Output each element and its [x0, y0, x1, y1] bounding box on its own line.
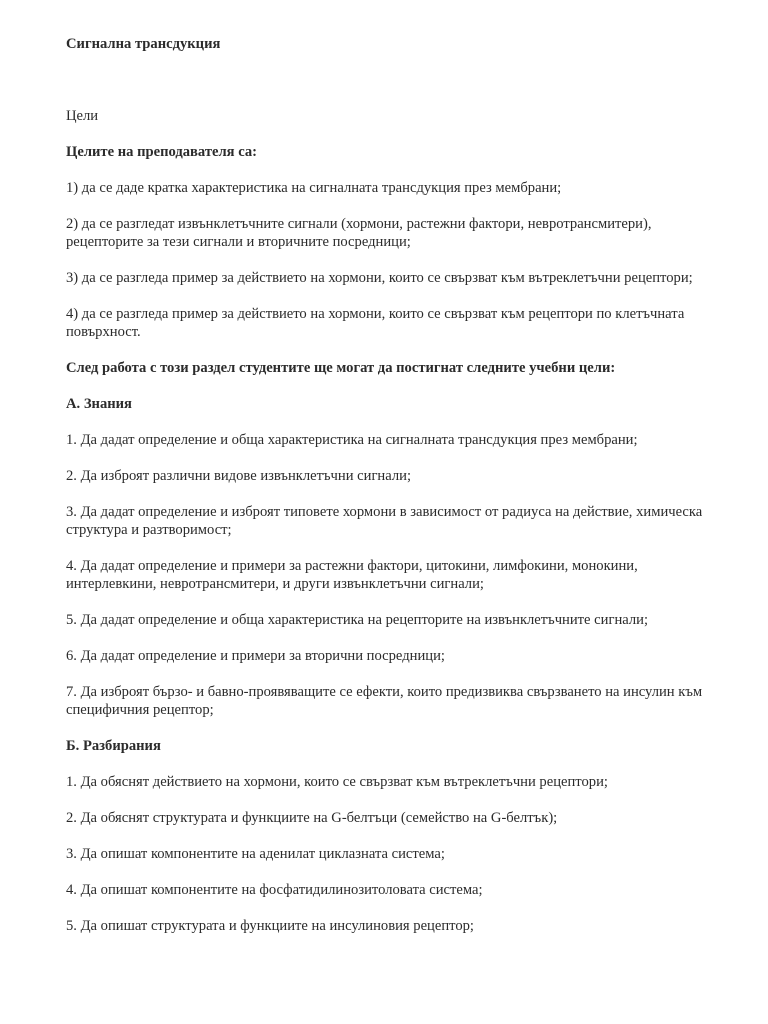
teacher-goal-item: 4) да се разгледа пример за действието на хормони, които се свързват към рецептори по клетъчната повърхност.: [66, 306, 685, 340]
goals-label: Цели: [66, 108, 99, 124]
understanding-item: 4. Да опишат компонентите на фосфатидилинозитоловата система;: [66, 882, 483, 898]
knowledge-item: 4. Да дадат определение и примери за растежни фактори, цитокини, лимфокини, монокини, интерлевкини, невротрансмитери, и други извънклетъчни сигнали;: [66, 558, 638, 592]
understanding-item: 5. Да опишат структурата и функциите на инсулиновия рецептор;: [66, 918, 474, 934]
teacher-goal-item: 3) да се разгледа пример за действието на хормони, които се свързват към вътреклетъчни рецептори;: [66, 270, 693, 286]
student-goals-heading: След работа с този раздел студентите ще могат да постигнат следните учебни цели:: [66, 360, 616, 376]
knowledge-heading: А. Знания: [66, 396, 132, 412]
knowledge-item: 7. Да изброят бързо- и бавно-проявяващите се ефекти, които предизвиква свързването на инсулин към специфичния рецептор;: [66, 684, 703, 718]
knowledge-item: 1. Да дадат определение и обща характеристика на сигналната трансдукция през мембрани;: [66, 432, 638, 448]
knowledge-item: 2. Да изброят различни видове извънклетъчни сигнали;: [66, 468, 411, 484]
teacher-goal-item: 2) да се разгледат извънклетъчните сигнали (хормони, растежни фактори, невротрансмитери), рецепторите за тези сигнали и вторичните посредници;: [66, 216, 652, 250]
knowledge-item: 3. Да дадат определение и изброят типовете хормони в зависимост от радиуса на действие, химическа структура и разтворимост;: [66, 504, 703, 538]
understanding-heading: Б. Разбирания: [66, 738, 161, 754]
teacher-goal-item: 1) да се даде кратка характеристика на сигналната трансдукция през мембрани;: [66, 180, 562, 196]
understanding-item: 3. Да опишат компонентите на аденилат циклазната система;: [66, 846, 445, 862]
knowledge-item: 5. Да дадат определение и обща характеристика на рецепторите на извънклетъчните сигнали;: [66, 612, 649, 628]
understanding-item: 1. Да обяснят действието на хормони, които се свързват към вътреклетъчни рецептори;: [66, 774, 608, 790]
knowledge-item: 6. Да дадат определение и примери за вторични посредници;: [66, 648, 445, 664]
document-page: [66, 35, 706, 935]
teacher-goals-heading: Целите на преподавателя са:: [66, 144, 258, 160]
understanding-item: 2. Да обяснят структурата и функциите на G-белтъци (семейство на G-белтък);: [66, 810, 558, 826]
document-title: Сигнална трансдукция: [66, 36, 221, 52]
